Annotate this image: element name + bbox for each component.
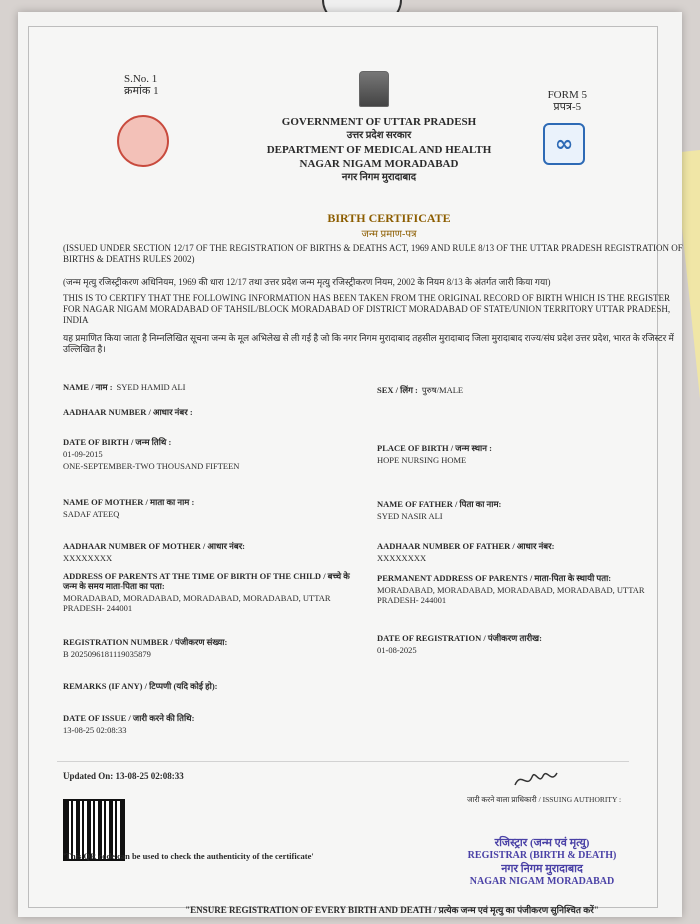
crs-logo-icon: ∞ — [543, 123, 585, 165]
certify-text-en: THIS IS TO CERTIFY THAT THE FOLLOWING INFORMATION HAS BEEN TAKEN FROM THE ORIGINAL RECORD OF BIRTH WHICH IS THE REGISTER FOR NAGAR NIGAM MORADABAD OF TAHSIL/BLOCK MORADABAD OF DISTRICT MORADABAD OF STATE/UNION TERRITORY UTTAR PRADESH, INDIA — [63, 293, 671, 325]
mother-aadhaar-value: XXXXXXXX — [63, 553, 113, 563]
dob-block — [63, 437, 239, 471]
aadhaar-block — [63, 407, 193, 417]
parents-birth-address-label: ADDRESS OF PARENTS AT THE TIME OF BIRTH OF THE CHILD / बच्चे के जन्म के समय माता-पिता का पता: — [63, 571, 350, 591]
pob-label: PLACE OF BIRTH / जन्म स्थान : — [377, 443, 492, 453]
remarks-label: REMARKS (IF ANY) / टिप्पणी (यदि कोई हो): — [63, 681, 218, 691]
footer-note: "ENSURE REGISTRATION OF EVERY BIRTH AND DEATH / प्रत्येक जन्म एवं मृत्यु का पंजीकरण सुनिश्चित करें" — [185, 905, 599, 915]
mother-label: NAME OF MOTHER / माता का नाम : — [63, 497, 195, 507]
pob-value: HOPE NURSING HOME — [377, 455, 467, 465]
form-number — [548, 89, 587, 113]
registration-number-block — [63, 637, 227, 659]
stamp-line-2: REGISTRAR (BIRTH & DEATH) — [467, 850, 617, 861]
registrar-stamp — [427, 835, 657, 887]
title-hi: जन्म प्रमाण-पत्र — [361, 229, 417, 240]
father-aadhaar-label: AADHAAR NUMBER OF FATHER / आधार नंबर: — [377, 541, 555, 551]
mother-aadhaar-label: AADHAAR NUMBER OF MOTHER / आधार नंबर: — [63, 541, 246, 551]
qr-note: 'This QR code can be used to check the authenticity of the certificate' — [63, 851, 314, 861]
issue-date-label: DATE OF ISSUE / जारी करने की तिथि: — [63, 713, 195, 723]
mother-aadhaar-block — [63, 541, 245, 563]
dob-label: DATE OF BIRTH / जन्म तिथि : — [63, 437, 172, 447]
father-label: NAME OF FATHER / पिता का नाम: — [377, 499, 502, 509]
stamp-line-1: रजिस्ट्रार (जन्म एवं मृत्यु) — [494, 837, 590, 849]
father-value: SYED NASIR ALI — [377, 511, 443, 521]
certificate-title — [274, 211, 504, 240]
mother-value: SADAF ATEEQ — [63, 509, 120, 519]
pob-block — [377, 443, 492, 465]
father-block — [377, 499, 501, 521]
registration-date-label: DATE OF REGISTRATION / पंजीकरण तारीख: — [377, 633, 542, 643]
issued-note-hi: (जन्म मृत्यु रजिस्ट्रीकरण अधिनियम, 1969 की धारा 12/17 तथा उत्तर प्रदेश जन्म मृत्यु रजिस्ट्रीकरण नियम, 2002 के नियम 8/13 के अंतर्गत जारी किया गया) — [63, 277, 551, 287]
name-block — [63, 377, 186, 395]
parents-birth-address-block — [63, 571, 363, 613]
section-divider — [57, 761, 629, 762]
certificate-header — [229, 115, 529, 185]
registration-number-label: REGISTRATION NUMBER / पंजीकरण संख्या: — [63, 637, 228, 647]
sex-block — [377, 380, 463, 398]
permanent-address-block — [377, 573, 677, 605]
stamp-line-4: NAGAR NIGAM MORADABAD — [469, 876, 615, 887]
father-aadhaar-value: XXXXXXXX — [377, 553, 427, 563]
parents-birth-address-value: MORADABAD, MORADABAD, MORADABAD, MORADABAD, UTTAR PRADESH- 244001 — [63, 593, 331, 613]
left-seal-icon — [117, 115, 169, 167]
national-emblem-icon — [359, 71, 389, 107]
title-en: BIRTH CERTIFICATE — [327, 211, 451, 225]
registration-date-value: 01-08-2025 — [377, 645, 417, 655]
permanent-address-value: MORADABAD, MORADABAD, MORADABAD, MORADABAD, UTTAR PRADESH- 244001 — [377, 585, 645, 605]
registration-date-block — [377, 633, 542, 655]
serial-label-en: S.No. 1 — [124, 73, 158, 85]
header-line-1: GOVERNMENT OF UTTAR PRADESH — [281, 116, 477, 128]
certify-text-hi: यह प्रमाणित किया जाता है निम्नलिखित सूचना जन्म के मूल अभिलेख से ली गई है जो कि नगर निगम मुरादाबाद तहसील मुरादाबाद जिला मुरादाबाद राज्य/संघ प्रदेश उत्तर प्रदेश, भारत के रजिस्टर में उल्लिखित है। — [63, 333, 674, 354]
form-label-hi: प्रपत्र-5 — [553, 101, 582, 113]
dob-value-2: ONE-SEPTEMBER-TWO THOUSAND FIFTEEN — [63, 461, 240, 471]
father-aadhaar-block — [377, 541, 554, 563]
registration-number-value: B 2025096181119035879 — [63, 649, 151, 659]
mother-block — [63, 497, 194, 519]
name-value: SYED HAMID ALI — [116, 382, 186, 392]
updated-on: Updated On: 13-08-25 02:08:33 — [63, 771, 184, 781]
sex-value: पुरुष/MALE — [421, 385, 464, 395]
permanent-address-label: PERMANENT ADDRESS OF PARENTS / माता-पिता के स्थायी पता: — [377, 573, 612, 583]
issued-note-en: (ISSUED UNDER SECTION 12/17 OF THE REGISTRATION OF BIRTHS & DEATHS ACT, 1969 AND RULE 8/13 OF THE UTTAR PRADESH REGISTRATION OF BIRTHS & DEATHS RULES 2002) — [63, 243, 683, 264]
issue-date-block — [63, 713, 194, 735]
dob-value-1: 01-09-2015 — [63, 449, 103, 459]
header-line-3: DEPARTMENT OF MEDICAL AND HEALTH — [266, 144, 492, 156]
certificate-frame — [28, 26, 683, 915]
certificate-paper — [18, 12, 682, 917]
serial-number — [124, 73, 159, 97]
header-line-2: उत्तर प्रदेश सरकार — [346, 130, 412, 141]
stamp-line-3: नगर निगम मुरादाबाद — [501, 863, 583, 875]
name-label: NAME / नाम : — [63, 382, 113, 392]
aadhaar-label: AADHAAR NUMBER / आधार नंबर : — [63, 407, 193, 417]
issue-date-value: 13-08-25 02:08:33 — [63, 725, 127, 735]
issuing-authority: जारी करने वाला प्राधिकारी / ISSUING AUTHORITY : — [467, 795, 622, 804]
serial-label-hi: क्रमांक 1 — [124, 85, 159, 97]
sex-label: SEX / लिंग : — [377, 385, 418, 395]
form-label-en: FORM 5 — [547, 89, 587, 101]
signature-icon — [513, 767, 559, 791]
header-line-4: NAGAR NIGAM MORADABAD — [299, 158, 459, 170]
header-line-5: नगर निगम मुरादाबाद — [341, 172, 417, 183]
remarks-block — [63, 681, 218, 691]
